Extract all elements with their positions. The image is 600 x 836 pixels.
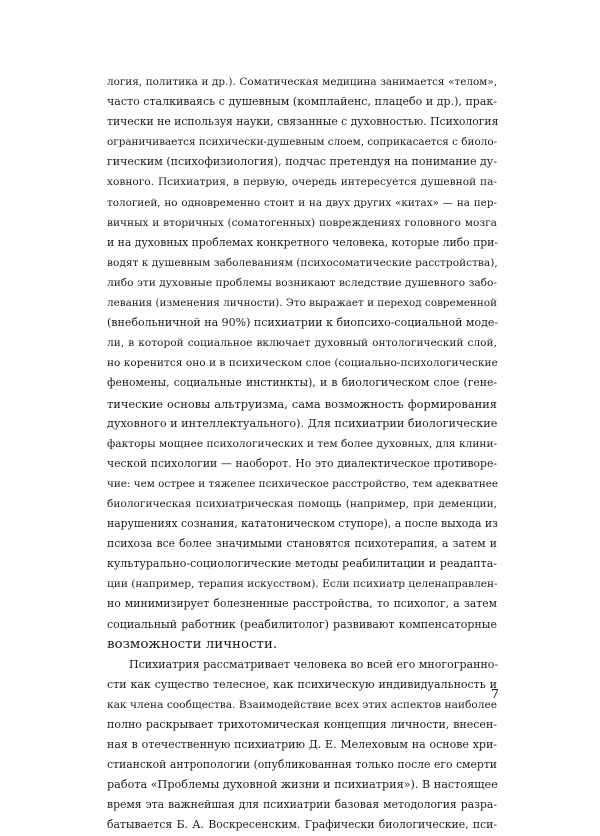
page-number: 7 — [491, 686, 499, 701]
text-line: нарушениях сознания, кататоническом ступоре), а после выхода из — [107, 517, 498, 531]
text-line: тологией, но одновременно стоит и на двух других «китах» — на пер- — [107, 196, 497, 209]
text-line: гическим (психофизиология), подчас претендуя на понимание ду- — [107, 155, 497, 169]
text-line: ограничивается психически-душевным слоем, соприкасается с биоло- — [107, 136, 498, 149]
text-line: феномены, социальные инстинкты), и в биологическом слое (гене- — [107, 376, 497, 390]
text-line: (внебольничной на 90%) психиатрии к биопсихо-социальной моде- — [107, 316, 499, 330]
text-line: ная в отечественную психиатрию Д. Е. Мелеховым на основе хри- — [107, 738, 497, 752]
text-line: водят к душевным заболеваниям (психосоматические расстройства), — [107, 256, 498, 269]
text-line: ческой психологии — наоборот. Но это диалектическое противоре- — [107, 456, 497, 470]
text-line: биологическая психиатрическая помощь (например, при деменции, — [107, 497, 497, 510]
text-line: чие: чем острее и тяжелее психическое расстройство, тем адекватнее — [107, 477, 499, 490]
text-line: ции (например, терапия искусством). Если психиатр целенаправлен- — [107, 578, 498, 591]
text-line: ли, в которой социальное включает духовный онтологический слой, — [107, 337, 497, 350]
text-line: культурально-социологические методы реабилитации и реадапта- — [107, 557, 497, 571]
text-line: полно раскрывает трихотомическая концепция личности, внесен- — [107, 718, 497, 731]
text-line: тические основы альтруизма, сама возможность формирования — [107, 396, 497, 411]
text-line: психоза все более значимыми становятся психотерапия, а затем и — [107, 537, 497, 551]
paragraph — [107, 655, 497, 836]
text-line: возможности личности. — [107, 636, 278, 652]
paragraph — [107, 72, 497, 655]
text-line: батывается Б. А. Воскресенским. Графически биологические, пси- — [107, 818, 497, 832]
text-line: сти как существо телесное, как психическую индивидуальность и — [107, 677, 497, 691]
text-line: тически не используя науки, связанные с духовностью. Психология — [107, 115, 499, 129]
text-line: и на духовных проблемах конкретного человека, которые либо при- — [107, 235, 499, 249]
body-text — [107, 72, 497, 836]
text-line: время эта важнейшая для психиатрии базовая методология разра- — [107, 798, 497, 812]
text-line: стианской антропологии (опубликованная только после его смерти — [107, 758, 497, 772]
text-line: вичных и вторичных (соматогенных) повреждениях головного мозга — [107, 216, 497, 229]
text-line: но коренится оно и в психическом слое (социально-психологические — [107, 357, 498, 370]
text-line: часто сталкиваясь с душевным (комплайенс, плацебо и др.), прак- — [107, 95, 497, 109]
text-line: духовного и интеллектуального). Для психиатрии биологические — [107, 416, 498, 430]
text-line: логия, политика и др.). Соматическая медицина занимается «телом», — [107, 76, 497, 88]
text-line: факторы мощнее психологических и тем более духовных, для клини- — [107, 437, 498, 450]
text-line: левания (изменения личности). Это выражает и переход современной — [107, 297, 497, 310]
text-line: ховного. Психиатрия, в первую, очередь интересуется душевной па- — [107, 176, 497, 189]
text-line: но минимизирует болезненные расстройства, то психолог, а затем — [107, 597, 497, 611]
text-line: Психиатрия рассматривает человека во всей его многогранно- — [129, 657, 499, 671]
text-line: социальный работник (реабилитолог) развивают компенсаторные — [107, 617, 497, 631]
text-line: как члена сообщества. Взаимодействие всех этих аспектов наиболее — [107, 698, 497, 711]
text-line: либо эти духовные проблемы возникают вследствие душевного забо- — [107, 276, 497, 289]
text-line: работа «Проблемы духовной жизни и психиатрия»). В настоящее — [107, 778, 498, 792]
